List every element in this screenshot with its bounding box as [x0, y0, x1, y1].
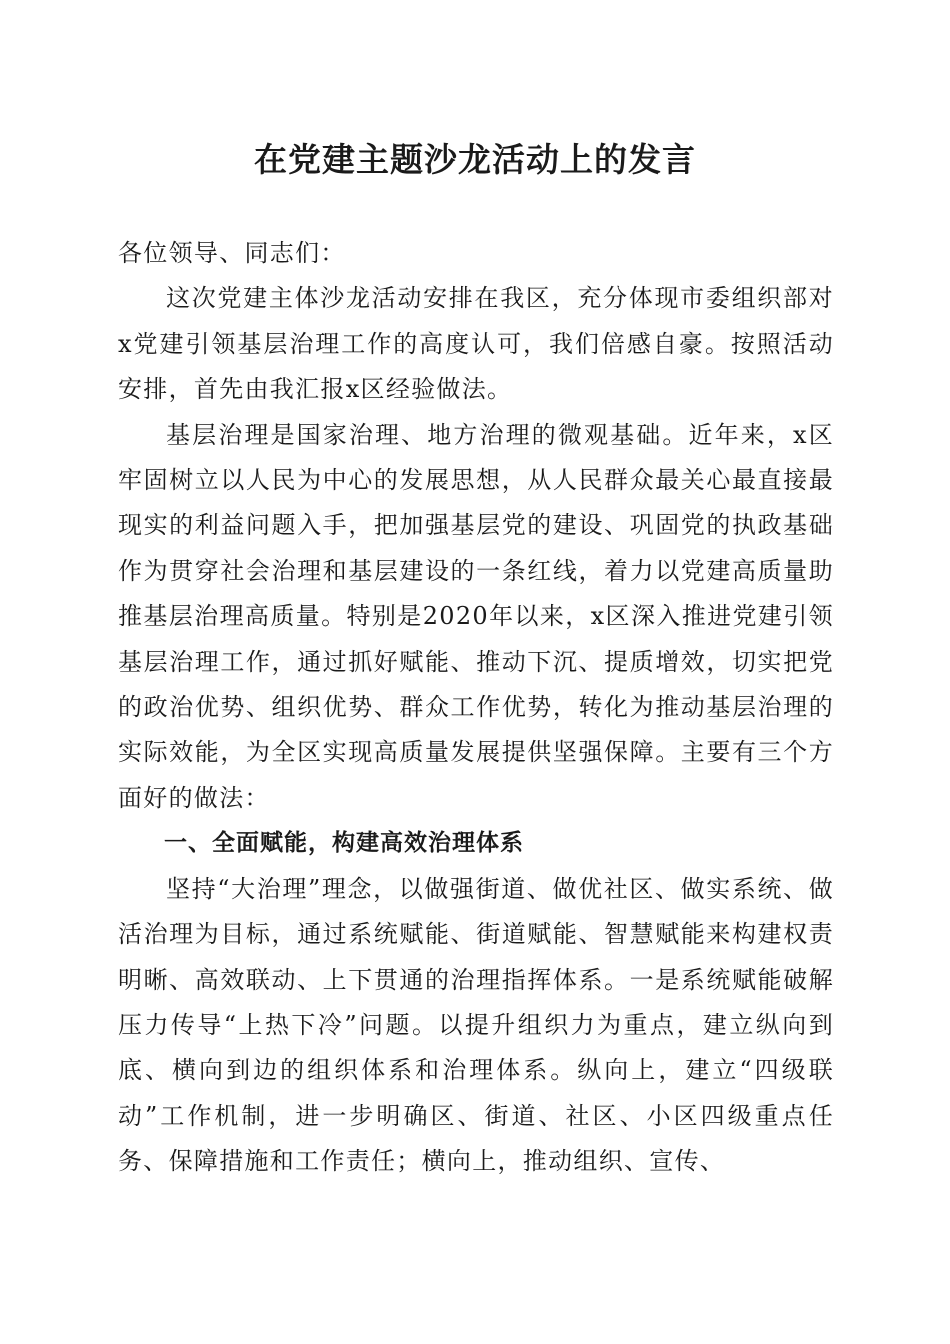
document-body: [118, 231, 834, 1185]
paragraph-intro: 这次党建主体沙龙活动安排在我区，充分体现市委组织部对x党建引领基层治理工作的高度认可，我们倍感自豪。按照活动安排，首先由我汇报x区经验做法。: [118, 284, 834, 404]
salutation: 各位领导、同志们：: [118, 239, 346, 267]
document-title: 在党建主题沙龙活动上的发言: [254, 140, 696, 179]
paragraph-background: 基层治理是国家治理、地方治理的微观基础。近年来，x区牢固树立以人民为中心的发展思想，从人民群众最关心最直接最现实的利益问题入手，把加强基层党的建设、巩固党的执政基础作为贯穿社会治理和基层建设的一条红线，着力以党建高质量助推基层治理高质量。特别是2020年以来，x区深入推进党建引领基层治理工作，通过抓好赋能、推动下沉、提质增效，切实把党的政治优势、组织优势、群众工作优势，转化为推动基层治理的实际效能，为全区实现高质量发展提供坚强保障。主要有三个方面好的做法：: [118, 420, 834, 812]
section-heading: 一、全面赋能，构建高效治理体系: [164, 830, 524, 857]
section-paragraph: 坚持“大治理”理念，以做强街道、做优社区、做实系统、做活治理为目标，通过系统赋能、街道赋能、智慧赋能来构建权责明晰、高效联动、上下贯通的治理指挥体系。一是系统赋能破解压力传导“上热下冷”问题。以提升组织力为重点，建立纵向到底、横向到边的组织体系和治理体系。纵向上，建立“四级联动”工作机制，进一步明确区、街道、社区、小区四级重点任务、保障措施和工作责任；横向上，推动组织、宣传、: [118, 874, 834, 1176]
